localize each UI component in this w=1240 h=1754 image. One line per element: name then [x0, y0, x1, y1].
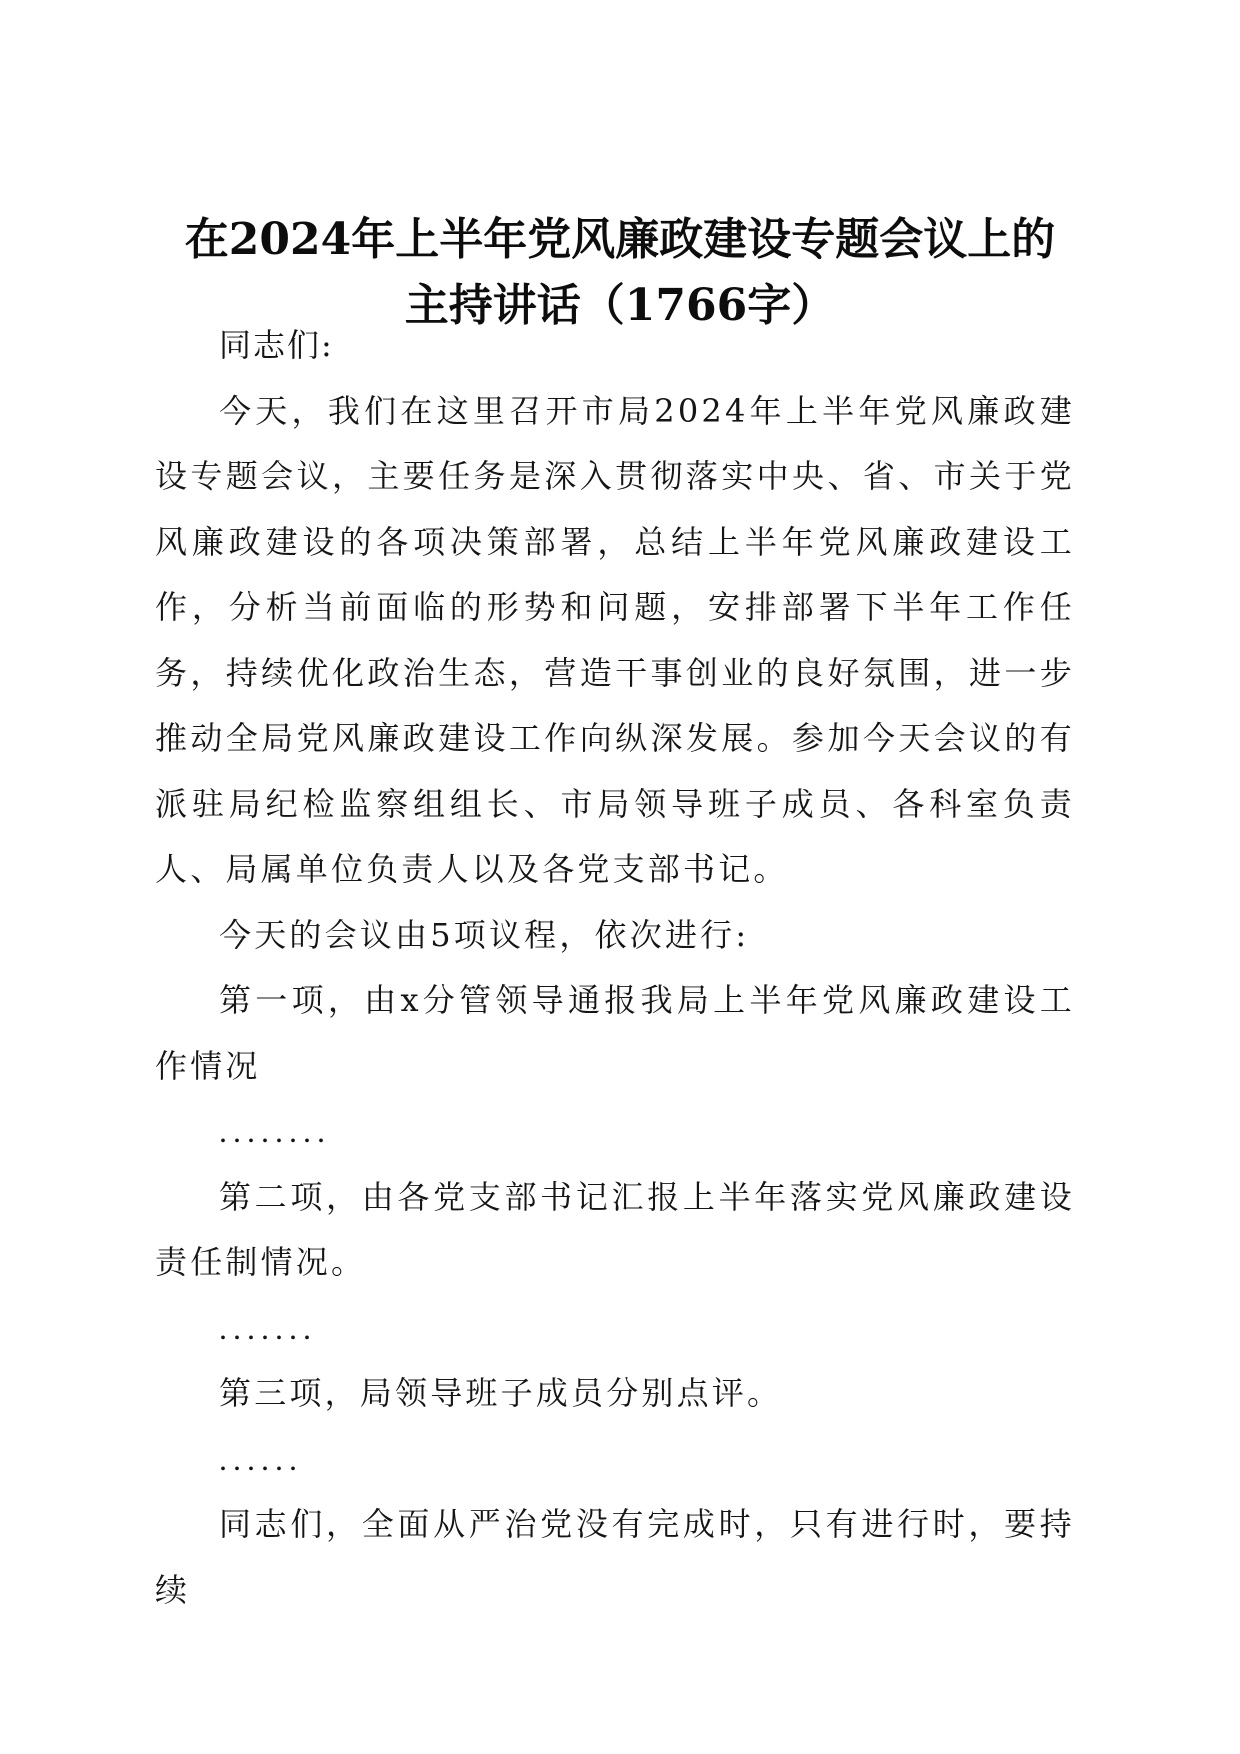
paragraph-opening: 今天，我们在这里召开市局2024年上半年党风廉政建设专题会议，主要任务是深入贯彻落实中央、省、市关于党风廉政建设的各项决策部署，总结上半年党风廉政建设工作，分析当前面临的形势和问题，安排部署下半年工作任务，持续优化政治生态，营造干事创业的良好氛围，进一步推动全局党风廉政建设工作向纵深发展。参加今天会议的有派驻局纪检监察组组长、市局领导班子成员、各科室负责人、局属单位负责人以及各党支部书记。 [155, 391, 1075, 888]
paragraph-item-3: 第三项，局领导班子成员分别点评。 [219, 1374, 783, 1412]
title-line-1: 在2024年上半年党风廉政建设专题会议上的 [184, 214, 1056, 266]
salutation: 同志们: [219, 326, 334, 364]
paragraph-item-1: 第一项，由x分管领导通报我局上半年党风廉政建设工作情况 [155, 981, 1075, 1085]
title-line-2: 主持讲话（1766字） [404, 280, 836, 332]
document-body [155, 313, 1075, 1623]
ellipsis-1: ........ [219, 1113, 331, 1149]
paragraph-agenda-intro: 今天的会议由5项议程，依次进行: [219, 915, 750, 954]
ellipsis-3: ...... [219, 1440, 303, 1477]
ellipsis-2: ....... [219, 1309, 317, 1346]
paragraph-item-2: 第二项，由各党支部书记汇报上半年落实党风廉政建设责任制情况。 [155, 1177, 1075, 1281]
paragraph-closing: 同志们，全面从严治党没有完成时，只有进行时，要持续 [155, 1505, 1075, 1609]
